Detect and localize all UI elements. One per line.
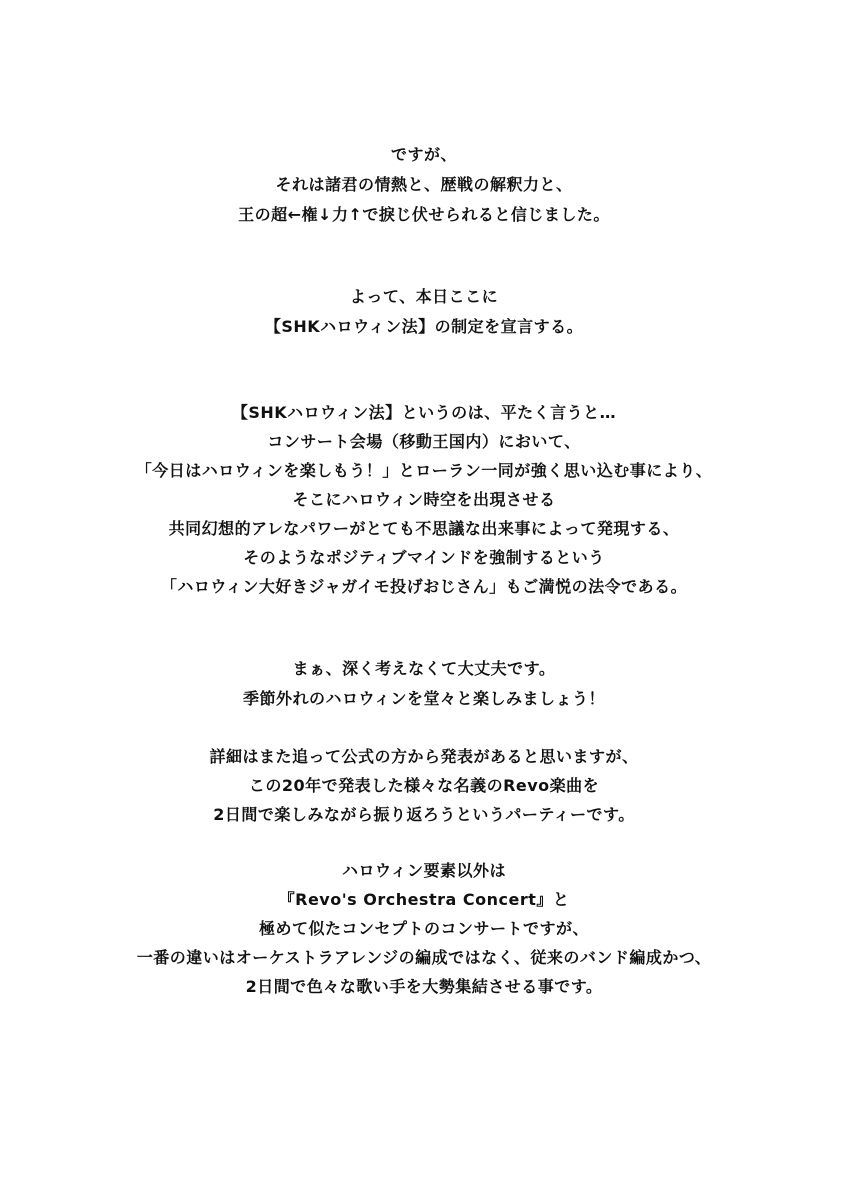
paragraph-line: 2日間で色々な歌い手を大勢集結させる事です。	[245, 977, 603, 996]
paragraph-line: まぁ、深く考えなくて大丈夫です。	[292, 659, 556, 678]
paragraph-line: 『Revo's Orchestra Concert』と	[278, 890, 570, 909]
paragraph-line: この20年で発表した様々な名義のRevo楽曲を	[248, 776, 600, 795]
paragraph-line: そのようなポジティブマインドを強制するという	[243, 548, 605, 567]
paragraph-line: ハロウィン要素以外は	[341, 861, 507, 880]
paragraph-line: 共同幻想的アレなパワーがとても不思議な出来事によって発現する、	[168, 519, 680, 538]
paragraph-line: 【SHKハロウィン法】の制定を宣言する。	[264, 317, 584, 336]
paragraph-line: 【SHKハロウィン法】というのは、平たく言うと…	[231, 403, 617, 422]
paragraph-line: 季節外れのハロウィンを堂々と楽しみましょう！	[242, 689, 606, 708]
paragraph-line: 一番の違いはオーケストラアレンジの編成ではなく、従来のバンド編成かつ、	[136, 948, 712, 967]
paragraph-line: 詳細はまた追って公式の方から発表があると思いますが、	[209, 747, 639, 766]
paragraph-line: 極めて似たコンセプトのコンサートですが、	[258, 919, 589, 938]
paragraph-line: よって、本日ここに	[349, 287, 499, 306]
paragraph-line: 王の超←権↓力↑で捩じ伏せられると信じました。	[238, 205, 610, 224]
paragraph-line: 「ハロウィン大好きジャガイモ投げおじさん」もご満悦の法令である。	[160, 577, 688, 596]
paragraph-line: ですが、	[390, 145, 457, 164]
paragraph-line: 「今日はハロウィンを楽しもう！」とローラン一同が強く思い込む事により、	[135, 461, 713, 480]
paragraph-line: コンサート会場（移動王国内）において、	[267, 432, 581, 451]
paragraph-line: そこにハロウィン時空を出現させる	[292, 490, 556, 509]
paragraph-line: 2日間で楽しみながら振り返ろうというパーティーです。	[213, 805, 635, 824]
paragraph-line: それは諸君の情熱と、歴戦の解釈力と、	[275, 175, 573, 194]
